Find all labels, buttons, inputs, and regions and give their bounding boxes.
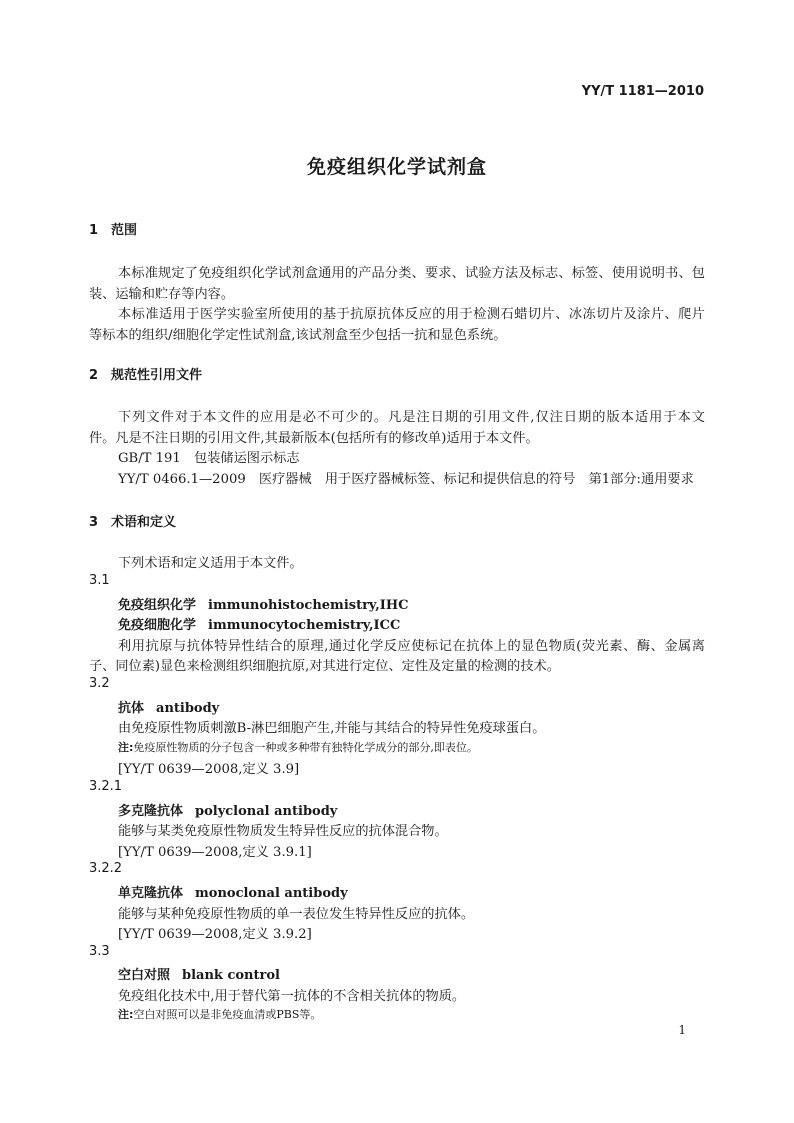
term-definition-line2: 子、同位素)显色来检测组织细胞抗原,对其进行定位、定性及定量的检测的技术。 [89,659,560,674]
term-heading [118,800,337,819]
term-en: antibody [156,701,220,716]
normative-reference-2: YY/T 0466.1—2009 医疗器械 用于医疗器械标签、标记和提供信息的符号 第1部分:通用要求 [118,472,694,487]
section-2-heading [89,364,202,383]
term-note [118,1006,321,1022]
refs-intro-line2: 件。凡是不注日期的引用文件,其最新版本(包括所有的修改单)适用于本文件。 [89,431,539,446]
term-number: 3.1 [89,573,110,588]
note-text: 免疫原性物质的分子包含一种或多种带有独特化学成分的部分,即表位。 [133,741,478,754]
section-number: 3 [89,515,99,530]
term-en: immunohistochemistry,IHC [208,598,409,613]
term-en: immunocytochemistry,ICC [208,618,401,633]
page-number: 1 [678,1023,686,1037]
term-definition: 能够与某种免疫原性物质的单一表位发生特异性反应的抗体。 [118,907,475,922]
term-cn: 抗体 [118,701,145,716]
term-number: 3.3 [89,944,110,959]
section-number: 1 [89,223,99,238]
section-title: 范围 [111,223,138,238]
term-cn: 空白对照 [118,968,171,983]
term-en: blank control [182,968,280,983]
term-source: [YY/T 0639—2008,定义 3.9.1] [118,845,312,860]
term-heading [118,697,219,716]
scope-para2-line1: 本标准适用于医学实验室所使用的基于抗原抗体反应的用于检测石蜡切片、冰冻切片及涂片、爬片 [118,307,705,322]
note-label: 注: [118,741,134,754]
term-en: monoclonal antibody [195,886,348,901]
term-source: [YY/T 0639—2008,定义 3.9] [118,762,300,777]
term-definition: 免疫组化技术中,用于替代第一抗体的不含相关抗体的物质。 [118,989,466,1004]
term-cn: 多克隆抗体 [118,804,184,819]
term-definition: 能够与某类免疫原性物质发生特异性反应的抗体混合物。 [118,824,448,839]
term-heading [118,614,400,633]
term-number: 3.2 [89,676,110,691]
section-1-heading [89,219,137,238]
term-note [118,739,478,755]
term-cn: 免疫细胞化学 [118,618,197,633]
term-definition-line1: 利用抗原与抗体特异性结合的原理,通过化学反应使标记在抗体上的显色物质(荧光素、酶、金属离 [118,639,705,654]
term-heading [118,964,280,983]
term-number: 3.2.2 [89,861,123,876]
note-label: 注: [118,1008,134,1021]
scope-para1-line1: 本标准规定了免疫组织化学试剂盒通用的产品分类、要求、试验方法及标志、标签、使用说明书、包 [118,266,705,281]
normative-reference-1: GB/T 191 包装储运图示标志 [118,451,300,466]
term-definition: 由免疫原性物质刺激B-淋巴细胞产生,并能与其结合的特异性免疫球蛋白。 [118,721,546,736]
section-title: 术语和定义 [111,515,177,530]
term-heading [118,594,408,613]
section-title: 规范性引用文件 [111,368,203,383]
standard-code: YY/T 1181—2010 [581,84,704,99]
term-heading [118,882,348,901]
note-text: 空白对照可以是非免疫血清或PBS等。 [133,1008,322,1021]
term-en: polyclonal antibody [195,804,338,819]
refs-intro-line1: 下列文件对于本文件的应用是必不可少的。凡是注日期的引用文件,仅注日期的版本适用于本文 [118,410,705,425]
section-3-heading [89,511,176,530]
document-title: 免疫组织化学试剂盒 [306,156,487,178]
term-cn: 单克隆抗体 [118,886,184,901]
terms-intro: 下列术语和定义适用于本文件。 [118,556,303,571]
term-source: [YY/T 0639—2008,定义 3.9.2] [118,927,312,942]
scope-para2-line2: 等标本的组织/细胞化学定性试剂盒,该试剂盒至少包括一抗和显色系统。 [89,328,507,343]
term-number: 3.2.1 [89,779,123,794]
term-cn: 免疫组织化学 [118,598,197,613]
section-number: 2 [89,368,99,383]
scope-para1-line2: 装、运输和贮存等内容。 [89,287,235,302]
